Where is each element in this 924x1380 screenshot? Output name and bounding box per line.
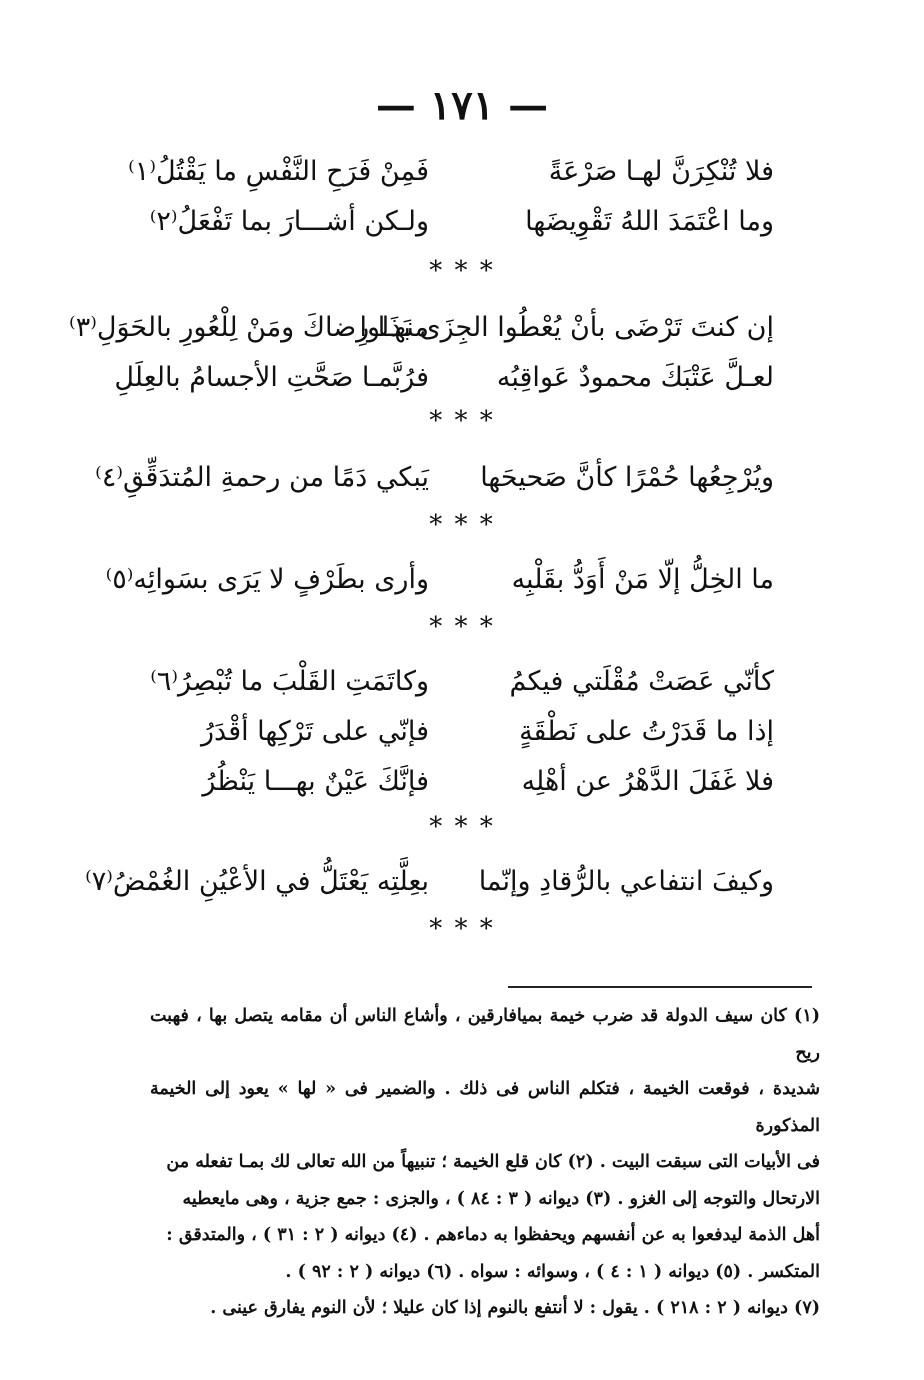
footnote-line: شديدة ، فوقعت الخيمة ، فتكلم الناس فى ذلك . والضمير فى « لها » يعود إلى الخيمة المذكورة	[150, 1079, 820, 1136]
verse-2-second-hemistich: ولـكن أشـــارَ بما تَفْعَلُ⁽٢⁾	[149, 206, 429, 237]
separator-asterisks: * * *	[429, 510, 495, 540]
verse-9-first-hemistich: فلا غَفَلَ الدَّهْرُ عن أهْلِه	[521, 766, 774, 797]
verse-10-first-hemistich: وكيفَ انتفاعي بالرُّقادِ وإنّما	[478, 866, 774, 897]
verse-1-first-hemistich: فلا تُنْكِرَنَّ لهـا صَرْعَةً	[548, 156, 774, 187]
verse-3-first-hemistich: إن كنتَ تَرْضَى بأنْ يُعْطُوا الجِزَى بَذَلوا	[359, 312, 774, 343]
footnote-line: الارتحال والتوجه إلى الغزو . (٣) ديوانه ( ٣ : ٨٤ ) ، والجزى : جمع جزية ، وهى مايعطيه	[182, 1188, 820, 1209]
verse-3-second-hemistich: منهـا رِضاكَ ومَنْ لِلْعُورِ بالحَوَلِ⁽٣⁾	[69, 312, 429, 343]
separator-asterisks: * * *	[429, 256, 495, 286]
verse-7-first-hemistich: كأنّي عَصَتْ مُقْلَتي فيكمُ	[509, 666, 774, 697]
footnotes	[150, 998, 820, 1327]
verse-1-second-hemistich: فَمِنْ فَرَحِ النَّفْسِ ما يَقْتُلُ⁽١⁾	[128, 156, 429, 187]
verse-4-second-hemistich: فرُبَّمـا صَحَّتِ الأجسامُ بالعِلَلِ	[114, 362, 429, 393]
verse-8-first-hemistich: إذا ما قَدَرْتُ على نَطْقَةٍ	[519, 716, 774, 747]
footnote-line: (١) كان سيف الدولة قد ضرب خيمة بميافارقين ، وأشاع الناس أن مقامه يتصل بها ، فهبت ريح	[150, 1006, 820, 1063]
footnote-line: أهل الذمة ليدفعوا به عن أنفسهم ويحفظوا به دماءهم . (٤) ديوانه ( ٢ : ٣١ ) ، والمتدقق :	[166, 1225, 820, 1245]
verse-6-second-hemistich: وأرى بطَرْفٍ لا يَرَى بسَوائِه⁽٥⁾	[105, 564, 429, 595]
verse-10-second-hemistich: بعِلَّتِه يَعْتَلُّ في الأعْيُنِ الغُمْضُ⁽٧⁾	[85, 866, 429, 897]
verse-4-first-hemistich: لعـلَّ عَتْبَكَ محمودٌ عَواقِبُه	[496, 362, 774, 393]
page-number: — ١٧١ —	[375, 82, 549, 129]
verse-2-first-hemistich: وما اعْتَمَدَ اللهُ تَقْوِيضَها	[525, 206, 774, 237]
verse-8-second-hemistich: فإنّي على تَرْكِها أقْدَرُ	[200, 716, 429, 747]
footnote-line: فى الأبيات التى سبقت البيت . (٢) كان قلع الخيمة ؛ تنبيهاً من الله تعالى لك بمـا تفعله من	[166, 1152, 820, 1172]
footnote-line: المتكسر . (٥) ديوانه ( ١ : ٤ ) ، وسوائه : سواه . (٦) ديوانه ( ٢ : ٩٢ ) .	[285, 1261, 820, 1282]
verse-6-first-hemistich: ما الخِلُّ إلّا مَنْ أَوَدُّ بقَلْبِه	[511, 564, 774, 595]
separator-asterisks: * * *	[429, 914, 495, 944]
separator-asterisks: * * *	[429, 612, 495, 642]
separator-asterisks: * * *	[429, 812, 495, 842]
verse-5-second-hemistich: يَبكي دَمًا من رحمةِ المُتدَقِّقِ⁽٤⁾	[95, 462, 429, 493]
footnote-line: (٧) ديوانه ( ٢ : ٢١٨ ) . يقول : لا أنتفع بالنوم إذا كان عليلا ؛ لأن النوم يفارق عينى .	[210, 1298, 820, 1318]
verse-5-first-hemistich: ويُرْجِعُها حُمْرًا كأنَّ صَحيحَها	[480, 462, 774, 493]
separator-asterisks: * * *	[429, 406, 495, 436]
verse-7-second-hemistich: وكاتَمَتِ القَلْبَ ما تُبْصِرُ⁽٦⁾	[150, 666, 429, 697]
footnote-divider	[508, 986, 812, 988]
verse-9-second-hemistich: فإنَّكَ عَيْنٌ بهـــا يَنْظُرُ	[202, 766, 429, 797]
